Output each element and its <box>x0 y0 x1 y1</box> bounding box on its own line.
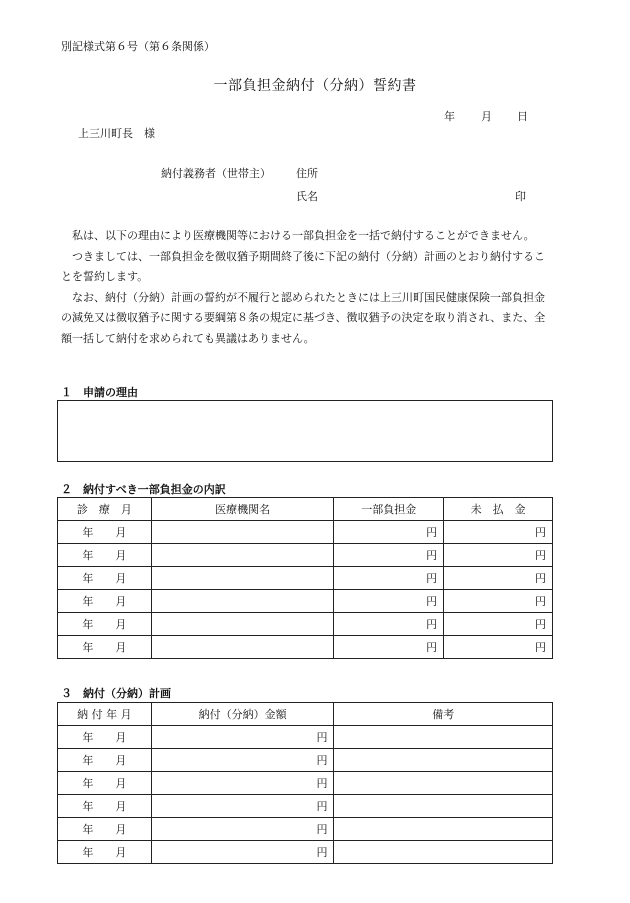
year-month-cell[interactable]: 年 月 <box>58 590 152 613</box>
date-year-label: 年 <box>444 110 455 123</box>
unpaid-cell[interactable]: 円 <box>444 567 553 590</box>
amount-cell[interactable]: 円 <box>151 841 334 864</box>
amount-cell[interactable]: 円 <box>151 772 334 795</box>
amount-cell[interactable]: 円 <box>151 795 334 818</box>
col-header-copay: 一部負担金 <box>334 498 444 521</box>
year-month-cell[interactable]: 年 月 <box>58 841 152 864</box>
institution-cell[interactable] <box>151 521 334 544</box>
section-1-title: １ 申請の理由 <box>61 386 138 399</box>
year-month-cell[interactable]: 年 月 <box>58 521 152 544</box>
year-month-cell[interactable]: 年 月 <box>58 544 152 567</box>
table-row <box>58 613 553 636</box>
addressee: 上三川町長 様 <box>78 127 155 140</box>
institution-cell[interactable] <box>151 590 334 613</box>
year-month-cell[interactable]: 年 月 <box>58 795 152 818</box>
year-month-cell[interactable]: 年 月 <box>58 818 152 841</box>
statement-paragraph-3: なお、納付（分納）計画の誓約が不履行と認められたときには上三川町国民健康保険一部負担金の減免又は徴収猶予に関する要綱第８条の規定に基づき、徴収猶予の決定を取り消され、また、全額一括して納付を求められても異議はありません。 <box>61 290 546 345</box>
payment-plan-table <box>57 702 553 864</box>
year-month-cell[interactable]: 年 月 <box>58 726 152 749</box>
table-row <box>58 726 553 749</box>
section-2-title: ２ 納付すべき一部負担金の内訳 <box>61 483 226 496</box>
institution-cell[interactable] <box>151 567 334 590</box>
copay-cell[interactable]: 円 <box>334 613 444 636</box>
obligor-label: 納付義務者（世帯主） <box>161 167 271 180</box>
seal-mark: 印 <box>515 190 526 203</box>
date-day-label: 日 <box>517 110 528 123</box>
reason-box[interactable] <box>57 400 553 462</box>
unpaid-cell[interactable]: 円 <box>444 636 553 659</box>
amount-cell[interactable]: 円 <box>151 749 334 772</box>
year-month-cell[interactable]: 年 月 <box>58 613 152 636</box>
remarks-cell[interactable] <box>334 749 553 772</box>
statement-body <box>61 226 553 349</box>
table-row <box>58 590 553 613</box>
table-row <box>58 841 553 864</box>
table-row <box>58 544 553 567</box>
address-label: 住所 <box>296 167 318 180</box>
unpaid-cell[interactable]: 円 <box>444 544 553 567</box>
name-label: 氏名 <box>296 190 318 203</box>
unpaid-cell[interactable]: 円 <box>444 613 553 636</box>
year-month-cell[interactable]: 年 月 <box>58 567 152 590</box>
col-header-month: 診 療 月 <box>58 498 152 521</box>
remarks-cell[interactable] <box>334 841 553 864</box>
col-header-institution: 医療機関名 <box>151 498 334 521</box>
col-header-remarks: 備考 <box>334 703 553 726</box>
statement-paragraph-2: つきましては、一部負担金を徴収猶予期間終了後に下記の納付（分納）計画のとおり納付することを誓約します。 <box>61 249 545 283</box>
copay-cell[interactable]: 円 <box>334 521 444 544</box>
copay-cell[interactable]: 円 <box>334 544 444 567</box>
section-3-title: ３ 納付（分納）計画 <box>61 687 171 700</box>
copay-cell[interactable]: 円 <box>334 567 444 590</box>
table-row <box>58 772 553 795</box>
unpaid-cell[interactable]: 円 <box>444 590 553 613</box>
remarks-cell[interactable] <box>334 726 553 749</box>
table-row <box>58 818 553 841</box>
remarks-cell[interactable] <box>334 772 553 795</box>
form-number: 別記様式第６号（第６条関係） <box>61 40 215 53</box>
unpaid-cell[interactable]: 円 <box>444 521 553 544</box>
year-month-cell[interactable]: 年 月 <box>58 749 152 772</box>
table-row <box>58 795 553 818</box>
amount-cell[interactable]: 円 <box>151 818 334 841</box>
col-header-payment-month: 納 付 年 月 <box>58 703 152 726</box>
table-header-row <box>58 498 553 521</box>
col-header-unpaid: 未 払 金 <box>444 498 553 521</box>
institution-cell[interactable] <box>151 544 334 567</box>
statement-paragraph-1: 私は、以下の理由により医療機関等における一部負担金を一括で納付することができません。 <box>72 229 535 242</box>
year-month-cell[interactable]: 年 月 <box>58 772 152 795</box>
institution-cell[interactable] <box>151 613 334 636</box>
date-month-label: 月 <box>481 110 492 123</box>
table-row <box>58 521 553 544</box>
col-header-payment-amount: 納付（分納）金額 <box>151 703 334 726</box>
year-month-cell[interactable]: 年 月 <box>58 636 152 659</box>
remarks-cell[interactable] <box>334 818 553 841</box>
amount-cell[interactable]: 円 <box>151 726 334 749</box>
institution-cell[interactable] <box>151 636 334 659</box>
table-row <box>58 749 553 772</box>
table-row <box>58 636 553 659</box>
copay-cell[interactable]: 円 <box>334 590 444 613</box>
table-header-row <box>58 703 553 726</box>
remarks-cell[interactable] <box>334 795 553 818</box>
breakdown-table <box>57 497 553 659</box>
copay-cell[interactable]: 円 <box>334 636 444 659</box>
table-row <box>58 567 553 590</box>
document-title: 一部負担金納付（分納）誓約書 <box>213 78 417 94</box>
